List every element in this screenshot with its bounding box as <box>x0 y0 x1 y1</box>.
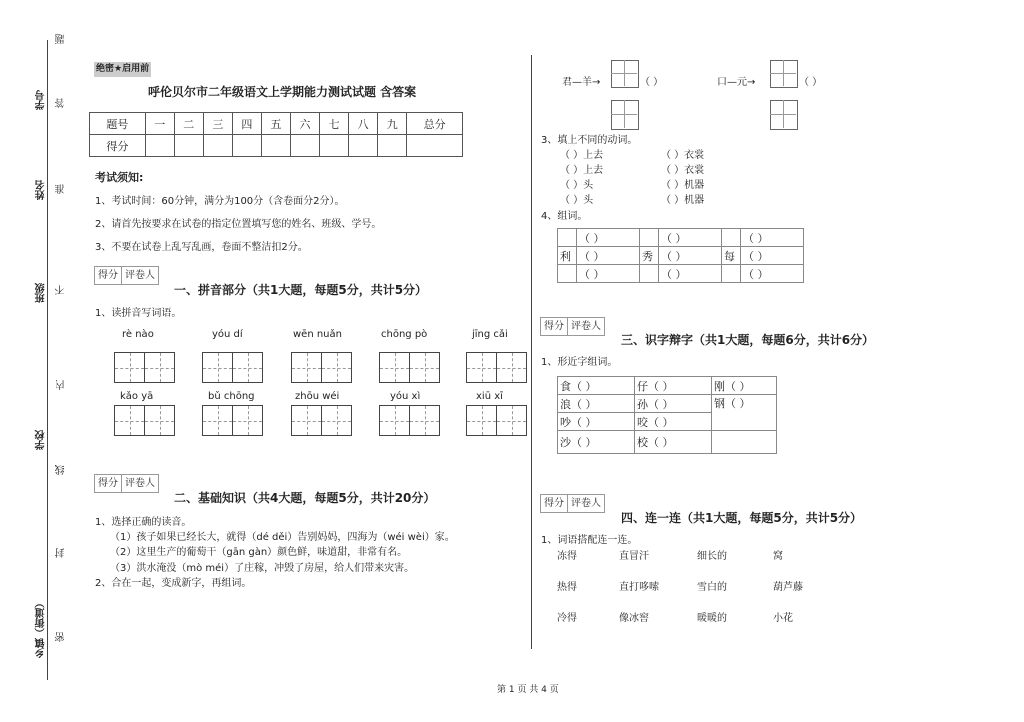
grid-blank[interactable]: 钢（ ） <box>712 395 777 431</box>
section2-q4: 4、组词。 <box>541 211 588 222</box>
score-table <box>89 112 463 157</box>
match-word[interactable]: 热得 <box>557 582 577 593</box>
section4-q1: 1、词语搭配连一连。 <box>541 535 638 546</box>
grid-blank[interactable]: 孙（ ） <box>635 395 712 413</box>
compose-box-divider <box>624 100 625 128</box>
grid-blank[interactable]: 吵（ ） <box>558 413 635 431</box>
grid-blank[interactable]: （ ） <box>659 265 722 283</box>
combine-paren[interactable]: （ ） <box>640 77 664 88</box>
verb-blank[interactable]: （ ）头 <box>560 180 594 191</box>
match-word[interactable]: 雪白的 <box>697 582 727 593</box>
grid-char <box>722 265 741 283</box>
binding-label-nei: 内 <box>56 380 67 390</box>
grid-char <box>640 265 659 283</box>
section2-q3: 3、填上不同的动词。 <box>541 135 638 146</box>
verb-blank[interactable]: （ ）上去 <box>560 150 604 161</box>
writing-grid[interactable] <box>379 352 439 383</box>
grader-stamp <box>94 474 159 493</box>
similar-char-grid <box>557 376 777 454</box>
match-word[interactable]: 细长的 <box>697 551 727 562</box>
grader-stamp <box>94 266 159 285</box>
section2-q1-item: （1）孩子如果已经长大，就得（dé děi）告别妈妈，四海为（wéi wèi）家。 <box>110 532 455 543</box>
pinyin-label: wēn nuǎn <box>293 329 342 340</box>
score-header-cell: 九 <box>378 113 407 135</box>
binding-label-zhun: 准 <box>56 184 67 194</box>
grader-stamp <box>540 494 605 513</box>
grid-blank[interactable]: （ ） <box>577 247 640 265</box>
section2-q1: 1、选择正确的读音。 <box>95 517 192 528</box>
score-header-cell: 五 <box>261 113 290 135</box>
section1-title: 一、拼音部分（共1大题，每题5分，共计5分） <box>174 283 428 297</box>
word-building-grid <box>557 228 804 283</box>
writing-grid[interactable] <box>202 352 262 383</box>
writing-grid[interactable] <box>379 405 439 436</box>
score-cell[interactable] <box>407 135 463 157</box>
score-cell[interactable] <box>232 135 261 157</box>
grid-row <box>558 377 777 395</box>
section3-title: 三、识字辩字（共1大题，每题6分，共计6分） <box>621 333 875 347</box>
grid-char <box>558 265 577 283</box>
grid-char: 秀 <box>640 247 659 265</box>
grid-char <box>558 229 577 247</box>
stamp-score-label: 得分 <box>541 318 568 335</box>
match-word[interactable]: 窝 <box>773 551 783 562</box>
writing-grid[interactable] <box>466 352 526 383</box>
grid-row <box>558 265 804 283</box>
score-table-header-row <box>90 113 463 135</box>
binding-label-mi: 密 <box>56 632 67 642</box>
pinyin-label: xiū xī <box>476 391 503 402</box>
writing-grid[interactable] <box>466 405 526 436</box>
verb-blank[interactable]: （ ）上去 <box>560 165 604 176</box>
grid-blank[interactable]: 浪（ ） <box>558 395 635 413</box>
grid-blank[interactable]: （ ） <box>577 265 640 283</box>
compose-box-divider <box>783 100 784 128</box>
pinyin-label: kǎo yā <box>120 391 154 402</box>
section2-q2: 2、合在一起，变成新字，再组词。 <box>95 578 252 589</box>
match-word[interactable]: 冷得 <box>557 613 577 624</box>
match-word[interactable]: 小花 <box>773 613 793 624</box>
secret-tag: 绝密★启用前 <box>94 62 151 77</box>
combine-formula: 口—元→ <box>717 77 756 88</box>
score-row-label: 得分 <box>90 135 146 157</box>
score-header-cell: 总分 <box>407 113 463 135</box>
pinyin-label: yóu dí <box>212 329 243 340</box>
match-word[interactable]: 直冒汗 <box>619 551 649 562</box>
writing-grid[interactable] <box>291 352 351 383</box>
score-header-cell: 六 <box>291 113 320 135</box>
writing-grid[interactable] <box>291 405 351 436</box>
verb-blank[interactable]: （ ）机器 <box>661 195 705 206</box>
verb-blank[interactable]: （ ）头 <box>560 195 594 206</box>
compose-box-divider <box>783 60 784 86</box>
match-word[interactable]: 直打哆嗦 <box>619 582 659 593</box>
grid-blank[interactable]: 刚（ ） <box>712 377 777 395</box>
stamp-score-label: 得分 <box>95 267 122 284</box>
writing-grid[interactable] <box>114 352 174 383</box>
grid-blank[interactable] <box>712 431 777 454</box>
grid-blank[interactable]: （ ） <box>741 247 804 265</box>
page-number: 第 1 页 共 4 页 <box>497 685 559 695</box>
stamp-grader-label: 评卷人 <box>125 270 155 281</box>
grid-char <box>722 229 741 247</box>
notice-item: 3、不要在试卷上乱写乱画，卷面不整洁扣2分。 <box>95 242 308 253</box>
writing-grid[interactable] <box>114 405 174 436</box>
binding-label-da: 答 <box>56 98 67 108</box>
score-cell[interactable] <box>378 135 407 157</box>
pinyin-label: yóu xì <box>390 391 421 402</box>
section3-q1: 1、形近字组词。 <box>541 357 618 368</box>
combine-paren[interactable]: （ ） <box>799 77 823 88</box>
score-cell[interactable] <box>174 135 203 157</box>
match-word[interactable]: 暖暖的 <box>697 613 727 624</box>
section4-title: 四、连一连（共1大题，每题5分，共计5分） <box>621 511 863 525</box>
score-header-cell: 四 <box>232 113 261 135</box>
compose-box[interactable] <box>611 60 639 88</box>
score-header-cell: 三 <box>203 113 232 135</box>
grid-row <box>558 395 777 413</box>
binding-label-bu: 不 <box>56 285 67 295</box>
stamp-grader-label: 评卷人 <box>571 498 601 509</box>
binding-label-class: 班级 <box>36 283 47 303</box>
section2-q1-item: （3）洪水淹没（mò méi）了庄稼，冲毁了房屋，给人们带来灾害。 <box>110 563 415 574</box>
grid-blank[interactable]: 仔（ ） <box>635 377 712 395</box>
grid-char: 利 <box>558 247 577 265</box>
grid-blank[interactable]: （ ） <box>741 265 804 283</box>
grid-row <box>558 247 804 265</box>
grid-blank[interactable]: 校（ ） <box>635 431 712 454</box>
pinyin-label: bǔ chōng <box>208 391 255 402</box>
stamp-score-label: 得分 <box>95 475 122 492</box>
binding-label-township: 乡镇（街道） <box>36 598 47 658</box>
score-header-cell: 八 <box>349 113 378 135</box>
stamp-score-label: 得分 <box>541 495 568 512</box>
compose-box[interactable] <box>611 100 639 130</box>
score-cell[interactable] <box>349 135 378 157</box>
notice-item: 2、请首先按要求在试卷的指定位置填写您的姓名、班级、学号。 <box>95 219 382 230</box>
combine-formula: 君—羊→ <box>562 77 601 88</box>
score-cell[interactable] <box>320 135 349 157</box>
score-header-cell: 题号 <box>90 113 146 135</box>
verb-blank[interactable]: （ ）衣裳 <box>661 165 705 176</box>
pinyin-label: zhōu wéi <box>295 391 340 402</box>
grid-row <box>558 229 804 247</box>
score-cell[interactable] <box>203 135 232 157</box>
verb-blank[interactable]: （ ）机器 <box>661 180 705 191</box>
grid-row <box>558 431 777 454</box>
pinyin-label: chōng pò <box>381 329 428 340</box>
section2-title: 二、基础知识（共4大题，每题5分，共计20分） <box>174 491 436 505</box>
score-table-score-row <box>90 135 463 157</box>
match-word[interactable]: 冻得 <box>557 551 577 562</box>
compose-box[interactable] <box>770 60 798 88</box>
score-cell[interactable] <box>291 135 320 157</box>
binding-label-student-id: 学号 <box>36 90 47 110</box>
binding-line <box>47 40 48 680</box>
binding-label-school: 学校 <box>36 430 47 450</box>
grid-char <box>640 229 659 247</box>
binding-label-name: 姓名 <box>36 180 47 200</box>
compose-box-divider <box>624 60 625 86</box>
score-header-cell: 二 <box>174 113 203 135</box>
section1-q1: 1、读拼音写词语。 <box>95 308 182 319</box>
writing-grid[interactable] <box>202 405 262 436</box>
page-title: 呼伦贝尔市二年级语文上学期能力测试试题 含答案 <box>148 85 417 99</box>
grader-stamp <box>540 317 605 336</box>
notice-title: 考试须知: <box>95 171 144 184</box>
pinyin-label: rè nào <box>122 329 154 340</box>
compose-box[interactable] <box>770 100 798 130</box>
binding-label-xian: 线 <box>56 465 67 475</box>
grid-blank[interactable]: （ ） <box>659 229 722 247</box>
pinyin-label: jīng cǎi <box>472 329 508 340</box>
binding-label-feng: 封 <box>56 548 67 558</box>
grid-blank[interactable]: （ ） <box>659 247 722 265</box>
score-cell[interactable] <box>145 135 174 157</box>
grid-char: 每 <box>722 247 741 265</box>
match-word[interactable]: 像冰窖 <box>619 613 649 624</box>
stamp-grader-label: 评卷人 <box>125 478 155 489</box>
score-cell[interactable] <box>261 135 290 157</box>
grid-blank[interactable]: 沙（ ） <box>558 431 635 454</box>
score-header-cell: 一 <box>145 113 174 135</box>
grid-blank[interactable]: （ ） <box>741 229 804 247</box>
notice-item: 1、考试时间：60分钟，满分为100分（含卷面分2分）。 <box>95 196 345 207</box>
section2-q1-item: （2）这里生产的葡萄干（gān gàn）颜色鲜，味道甜，非常有名。 <box>110 547 408 558</box>
score-header-cell: 七 <box>320 113 349 135</box>
column-divider <box>531 55 532 649</box>
match-word[interactable]: 葫芦藤 <box>773 582 803 593</box>
stamp-grader-label: 评卷人 <box>571 321 601 332</box>
verb-blank[interactable]: （ ）衣裳 <box>661 150 705 161</box>
binding-label-ti: 题 <box>56 34 67 44</box>
grid-blank[interactable]: 咬（ ） <box>635 413 712 431</box>
grid-blank[interactable]: 食（ ） <box>558 377 635 395</box>
grid-blank[interactable]: （ ） <box>577 229 640 247</box>
